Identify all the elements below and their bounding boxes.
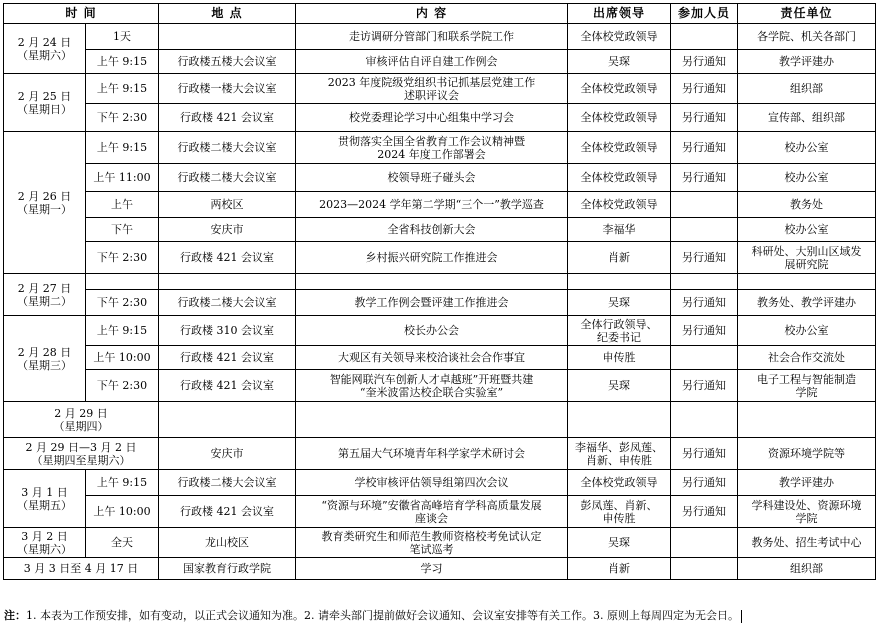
content-cell xyxy=(296,402,568,438)
unit-cell: 资源环境学院等 xyxy=(738,438,876,470)
date-cell: 3 月 1 日 （星期五） xyxy=(4,470,86,528)
time-cell: 下午 2:30 xyxy=(86,290,159,316)
leader-cell: 全体行政领导、 纪委书记 xyxy=(568,316,671,346)
time-cell: 全天 xyxy=(86,528,159,558)
time-cell: 上午 xyxy=(86,192,159,218)
place-cell xyxy=(159,24,296,50)
content-cell: 学校审核评估领导组第四次会议 xyxy=(296,470,568,496)
header-attendees: 参加人员 xyxy=(671,4,738,24)
unit-cell: 教务处、招生考试中心 xyxy=(738,528,876,558)
time-cell: 上午 9:15 xyxy=(86,74,159,104)
date-cell: 2 月 25 日 （星期日） xyxy=(4,74,86,132)
footer-label: 注： xyxy=(4,609,26,622)
attendees-cell: 另行通知 xyxy=(671,104,738,132)
place-cell: 国家教育行政学院 xyxy=(159,558,296,580)
content-cell: 校党委理论学习中心组集中学习会 xyxy=(296,104,568,132)
unit-cell: 社会合作交流处 xyxy=(738,346,876,370)
content-cell: 全省科技创新大会 xyxy=(296,218,568,242)
unit-cell: 科研处、大别山区域发 展研究院 xyxy=(738,242,876,274)
attendees-cell: 另行通知 xyxy=(671,470,738,496)
header-place: 地 点 xyxy=(159,4,296,24)
place-cell: 行政楼二楼大会议室 xyxy=(159,132,296,164)
time-cell xyxy=(86,274,159,290)
table-row xyxy=(4,290,876,316)
leader-cell: 全体校党政领导 xyxy=(568,104,671,132)
date-cell: 2 月 26 日 （星期一） xyxy=(4,132,86,274)
leader-cell: 吴琛 xyxy=(568,50,671,74)
unit-cell: 校办公室 xyxy=(738,218,876,242)
content-cell: 审核评估自评自建工作例会 xyxy=(296,50,568,74)
place-cell: 行政楼一楼大会议室 xyxy=(159,74,296,104)
unit-cell: 组织部 xyxy=(738,74,876,104)
table-row xyxy=(4,50,876,74)
leader-cell: 申传胜 xyxy=(568,346,671,370)
content-cell: “资源与环境”安徽省高峰培育学科高质量发展 座谈会 xyxy=(296,496,568,528)
content-cell: 乡村振兴研究院工作推进会 xyxy=(296,242,568,274)
table-row xyxy=(4,104,876,132)
time-cell: 下午 xyxy=(86,218,159,242)
date-cell: 2 月 29 日—3 月 2 日 （星期四至星期六） xyxy=(4,438,159,470)
place-cell: 行政楼 421 会议室 xyxy=(159,104,296,132)
place-cell: 行政楼 421 会议室 xyxy=(159,346,296,370)
time-cell: 下午 2:30 xyxy=(86,370,159,402)
header-row xyxy=(4,4,876,24)
header-time: 时 间 xyxy=(4,4,159,24)
leader-cell: 吴琛 xyxy=(568,290,671,316)
unit-cell: 校办公室 xyxy=(738,316,876,346)
date-cell: 3 月 3 日至 4 月 17 日 xyxy=(4,558,159,580)
attendees-cell xyxy=(671,218,738,242)
header-unit: 责任单位 xyxy=(738,4,876,24)
leader-cell: 全体校党政领导 xyxy=(568,132,671,164)
place-cell: 安庆市 xyxy=(159,438,296,470)
place-cell: 行政楼五楼大会议室 xyxy=(159,50,296,74)
place-cell: 安庆市 xyxy=(159,218,296,242)
content-cell: 教学工作例会暨评建工作推进会 xyxy=(296,290,568,316)
time-cell: 下午 2:30 xyxy=(86,104,159,132)
time-cell: 上午 9:15 xyxy=(86,50,159,74)
place-cell: 行政楼二楼大会议室 xyxy=(159,470,296,496)
unit-cell: 校办公室 xyxy=(738,164,876,192)
attendees-cell: 另行通知 xyxy=(671,74,738,104)
table-row xyxy=(4,164,876,192)
date-cell: 2 月 24 日 （星期六） xyxy=(4,24,86,74)
place-cell xyxy=(159,402,296,438)
unit-cell: 各学院、机关各部门 xyxy=(738,24,876,50)
attendees-cell xyxy=(671,346,738,370)
time-cell: 上午 11:00 xyxy=(86,164,159,192)
time-cell: 上午 9:15 xyxy=(86,316,159,346)
content-cell: 第五届大气环境青年科学家学术研讨会 xyxy=(296,438,568,470)
footer-text: 1. 本表为工作预安排，如有变动，以正式会议通知为准。2. 请牵头部门提前做好会议通知、会议室安排等有关工作。3. 原则上每周四定为无会日。 xyxy=(26,609,739,622)
unit-cell: 学科建设处、资源环境 学院 xyxy=(738,496,876,528)
place-cell: 行政楼 421 会议室 xyxy=(159,242,296,274)
unit-cell xyxy=(738,274,876,290)
content-cell: 走访调研分管部门和联系学院工作 xyxy=(296,24,568,50)
leader-cell: 吴琛 xyxy=(568,528,671,558)
leader-cell: 李福华 xyxy=(568,218,671,242)
place-cell xyxy=(159,274,296,290)
content-cell: 2023—2024 学年第二学期“三个一”教学巡查 xyxy=(296,192,568,218)
table-row xyxy=(4,24,876,50)
leader-cell: 肖新 xyxy=(568,242,671,274)
unit-cell: 电子工程与智能制造 学院 xyxy=(738,370,876,402)
attendees-cell: 另行通知 xyxy=(671,242,738,274)
unit-cell: 宣传部、组织部 xyxy=(738,104,876,132)
leader-cell: 全体校党政领导 xyxy=(568,192,671,218)
leader-cell: 彭凤莲、肖新、 申传胜 xyxy=(568,496,671,528)
unit-cell: 组织部 xyxy=(738,558,876,580)
time-cell: 上午 10:00 xyxy=(86,496,159,528)
header-leader: 出席领导 xyxy=(568,4,671,24)
table-row xyxy=(4,242,876,274)
attendees-cell: 另行通知 xyxy=(671,316,738,346)
attendees-cell: 另行通知 xyxy=(671,370,738,402)
unit-cell: 教学评建办 xyxy=(738,50,876,74)
unit-cell: 教务处 xyxy=(738,192,876,218)
content-cell: 学习 xyxy=(296,558,568,580)
table-row xyxy=(4,438,876,470)
attendees-cell: 另行通知 xyxy=(671,132,738,164)
place-cell: 两校区 xyxy=(159,192,296,218)
unit-cell xyxy=(738,402,876,438)
table-row xyxy=(4,316,876,346)
time-cell: 上午 9:15 xyxy=(86,132,159,164)
attendees-cell xyxy=(671,24,738,50)
place-cell: 行政楼 310 会议室 xyxy=(159,316,296,346)
table-row xyxy=(4,370,876,402)
content-cell: 教育类研究生和师范生教师资格校考免试认定 笔试巡考 xyxy=(296,528,568,558)
place-cell: 龙山校区 xyxy=(159,528,296,558)
leader-cell: 吴琛 xyxy=(568,370,671,402)
leader-cell: 全体校党政领导 xyxy=(568,470,671,496)
date-cell: 2 月 29 日 （星期四） xyxy=(4,402,159,438)
content-cell: 贯彻落实全国全省教育工作会议精神暨 2024 年度工作部署会 xyxy=(296,132,568,164)
attendees-cell: 另行通知 xyxy=(671,50,738,74)
place-cell: 行政楼 421 会议室 xyxy=(159,496,296,528)
leader-cell: 李福华、彭凤莲、 肖新、申传胜 xyxy=(568,438,671,470)
attendees-cell xyxy=(671,558,738,580)
place-cell: 行政楼二楼大会议室 xyxy=(159,164,296,192)
attendees-cell: 另行通知 xyxy=(671,438,738,470)
leader-cell xyxy=(568,274,671,290)
attendees-cell xyxy=(671,274,738,290)
date-cell: 2 月 27 日 （星期二） xyxy=(4,274,86,316)
content-cell: 校长办公会 xyxy=(296,316,568,346)
leader-cell: 全体校党政领导 xyxy=(568,74,671,104)
place-cell: 行政楼 421 会议室 xyxy=(159,370,296,402)
table-row xyxy=(4,274,876,290)
content-cell: 智能网联汽车创新人才卓越班”开班暨共建 “奎米波雷达校企联合实验室” xyxy=(296,370,568,402)
date-cell: 3 月 2 日 （星期六） xyxy=(4,528,86,558)
attendees-cell xyxy=(671,402,738,438)
attendees-cell: 另行通知 xyxy=(671,290,738,316)
content-cell: 校领导班子碰头会 xyxy=(296,164,568,192)
attendees-cell xyxy=(671,192,738,218)
place-cell: 行政楼二楼大会议室 xyxy=(159,290,296,316)
time-cell: 上午 10:00 xyxy=(86,346,159,370)
leader-cell: 全体校党政领导 xyxy=(568,24,671,50)
table-row xyxy=(4,346,876,370)
table-row xyxy=(4,496,876,528)
text-cursor xyxy=(741,610,742,623)
header-content: 内 容 xyxy=(296,4,568,24)
leader-cell: 全体校党政领导 xyxy=(568,164,671,192)
schedule-table xyxy=(3,3,876,580)
table-row xyxy=(4,192,876,218)
table-row xyxy=(4,528,876,558)
table-row xyxy=(4,402,876,438)
table-row xyxy=(4,218,876,242)
time-cell: 上午 9:15 xyxy=(86,470,159,496)
unit-cell: 校办公室 xyxy=(738,132,876,164)
time-cell: 1天 xyxy=(86,24,159,50)
content-cell xyxy=(296,274,568,290)
time-cell: 下午 2:30 xyxy=(86,242,159,274)
attendees-cell xyxy=(671,528,738,558)
unit-cell: 教务处、教学评建办 xyxy=(738,290,876,316)
leader-cell xyxy=(568,402,671,438)
attendees-cell: 另行通知 xyxy=(671,496,738,528)
table-row xyxy=(4,470,876,496)
table-row xyxy=(4,558,876,580)
content-cell: 2023 年度院级党组织书记抓基层党建工作 述职评议会 xyxy=(296,74,568,104)
footer-note xyxy=(4,609,876,623)
date-cell: 2 月 28 日 （星期三） xyxy=(4,316,86,402)
table-row xyxy=(4,132,876,164)
unit-cell: 教学评建办 xyxy=(738,470,876,496)
attendees-cell: 另行通知 xyxy=(671,164,738,192)
leader-cell: 肖新 xyxy=(568,558,671,580)
table-row xyxy=(4,74,876,104)
content-cell: 大观区有关领导来校洽谈社会合作事宜 xyxy=(296,346,568,370)
